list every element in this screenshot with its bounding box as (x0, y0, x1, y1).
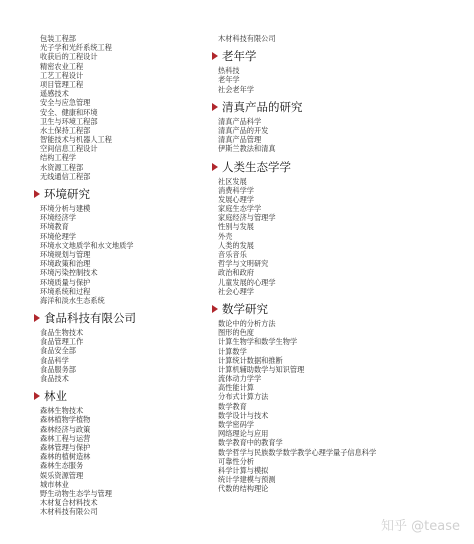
list-item: 环境污染控制技术 (40, 268, 98, 278)
triangle-bullet-icon (212, 52, 218, 60)
list-item: 数学设计与技术 (218, 410, 269, 420)
list-item: 流体动力学学 (218, 374, 262, 384)
list-item: 外壳 (218, 231, 233, 241)
list-item: 高性能计算 (218, 383, 254, 393)
list-item: 工艺工程设计 (40, 70, 84, 80)
list-item: 数学哲学与民族数学数学教学心理学量子信息科学 (218, 447, 377, 457)
heading-label: 林业 (44, 389, 67, 404)
list-item: 科学计算与模拟 (218, 465, 269, 475)
food-list (34, 328, 214, 383)
list-item: 环境伦理学 (40, 231, 76, 241)
list-item: 食品管理工作 (40, 337, 84, 347)
list-item: 环境经济学 (40, 213, 76, 223)
list-item: 木材科技有限公司 (218, 34, 276, 43)
list-item: 数论中的分析方法 (218, 318, 276, 328)
heading-label: 老年学 (222, 49, 257, 64)
heading-label: 人类生态学学 (222, 159, 291, 174)
section-heading-halal (212, 100, 452, 114)
list-item: 水资源工程部 (40, 162, 84, 172)
heading-label: 数学研究 (222, 301, 268, 316)
math-list (212, 319, 452, 494)
list-item: 无线通信工程部 (40, 171, 91, 181)
list-item: 空间信息工程设计 (40, 144, 98, 154)
list-item: 计算生物学和数学生物学 (218, 337, 298, 347)
list-item: 政治和政府 (218, 268, 254, 278)
list-item: 热科技 (218, 66, 240, 76)
list-item: 儿童发展的心理学 (218, 277, 276, 287)
human-ecology-list (212, 177, 452, 296)
list-item: 家庭经济与管理学 (218, 213, 276, 223)
section-heading-math (212, 302, 452, 316)
list-item: 可靠性分析 (218, 456, 254, 466)
list-item: 分布式计算方法 (218, 392, 269, 402)
list-item: 食品安全部 (40, 346, 76, 356)
list-item: 社区发展 (218, 176, 247, 186)
list-item: 卫生与环境工程部 (40, 116, 98, 126)
list-item: 计算统计数据和推断 (218, 355, 283, 365)
list-item: 结构工程学 (40, 153, 76, 163)
list-item: 收获后的工程设计 (40, 52, 98, 62)
section-heading-forestry (34, 389, 214, 403)
list-item: 哲学与文明研究 (218, 259, 269, 269)
triangle-bullet-icon (34, 190, 40, 198)
triangle-bullet-icon (212, 103, 218, 111)
section-heading-gerontology (212, 49, 452, 63)
list-item: 精密农业工程 (40, 61, 84, 71)
heading-label: 环境研究 (44, 187, 90, 201)
list-item: 森林植物学植物 (40, 415, 91, 425)
list-item: 数学教育 (218, 401, 247, 411)
list-item: 森林工程与运营 (40, 433, 91, 443)
list-item: 食品技术 (40, 374, 69, 383)
section-heading-food (34, 311, 214, 325)
list-item: 环境质量与保护 (40, 277, 91, 287)
forestry-list (34, 406, 214, 516)
left-column (34, 34, 214, 516)
list-item: 环境规划与管理 (40, 249, 91, 259)
list-item: 图形的色度 (218, 328, 254, 338)
list-item: 统计学建模与预测 (218, 475, 276, 485)
list-item: 环境系统和过程 (40, 286, 91, 296)
section-heading-environment (34, 187, 214, 201)
list-item: 智能技术与机器人工程 (40, 135, 112, 145)
list-item: 发展心理学 (218, 194, 254, 204)
list-item: 安全与应急管理 (40, 98, 91, 108)
list-item: 森林管理与保护 (40, 442, 91, 452)
list-item: 木材科技有限公司 (40, 507, 98, 517)
list-item: 老年学 (218, 75, 240, 85)
list-item: 环境分析与建模 (40, 204, 91, 213)
list-item: 海洋和淡水生态系统 (40, 295, 105, 305)
triangle-bullet-icon (34, 392, 40, 400)
list-item: 计算机辅助数学与知识管理 (218, 364, 305, 374)
list-item: 消费科学学 (218, 185, 254, 195)
halal-list (212, 117, 452, 154)
list-item: 计算数学 (218, 346, 247, 356)
list-item: 网络理论与应用 (218, 429, 269, 439)
list-item: 代数的结构理论 (218, 484, 269, 494)
list-item: 环境政策和治理 (40, 259, 91, 269)
list-item: 光子学和光纤系统工程 (40, 43, 112, 53)
list-item: 环境教育 (40, 222, 69, 232)
heading-label: 清真产品的研究 (222, 99, 303, 114)
list-item: 遥感技术 (40, 89, 69, 99)
triangle-bullet-icon (212, 163, 218, 171)
list-item: 食品科学 (40, 355, 69, 365)
list-item: 社会老年学 (218, 84, 254, 94)
list-item: 伊斯兰教法和清真 (218, 144, 276, 154)
list-item: 木材复合材料技术 (40, 498, 98, 508)
environment-list (34, 204, 214, 305)
list-item: 娱乐资源管理 (40, 470, 84, 480)
list-item: 清真产品的开发 (218, 125, 269, 135)
list-item: 数学教育中的教育学 (218, 438, 283, 448)
list-item: 人类的发展 (218, 240, 254, 250)
triangle-bullet-icon (212, 305, 218, 313)
list-item: 野生动物生态学与管理 (40, 488, 112, 498)
list-item: 森林生物技术 (40, 406, 84, 416)
engineering-list (34, 34, 214, 181)
list-item: 数学密码学 (218, 420, 254, 429)
list-item: 清真产品管理 (218, 135, 262, 145)
list-item: 森林生态服务 (40, 461, 84, 471)
list-item: 包装工程部 (40, 34, 76, 43)
list-item: 城市林业 (40, 479, 69, 489)
list-item: 水土保持工程部 (40, 125, 91, 135)
section-heading-human-ecology (212, 160, 452, 174)
list-item: 项目管理工程 (40, 79, 84, 89)
list-item: 森林经济与政策 (40, 424, 91, 434)
list-item: 家庭生态学学 (218, 204, 262, 214)
right-column (212, 34, 452, 494)
heading-label: 食品科技有限公司 (44, 311, 136, 326)
list-item: 社会心理学 (218, 286, 254, 296)
triangle-bullet-icon (34, 314, 40, 322)
list-item: 性别与发展 (218, 222, 254, 232)
list-item: 森林的植树造林 (40, 452, 91, 462)
list-item: 食品生物技术 (40, 328, 84, 338)
list-item: 环境水文地质学和水文地质学 (40, 240, 134, 250)
gerontology-list (212, 66, 452, 94)
list-item: 食品服务部 (40, 364, 76, 374)
list-item: 安全、健康和环境 (40, 107, 98, 117)
watermark: 知乎 @tease (381, 519, 460, 534)
list-item: 清真产品科学 (218, 116, 262, 126)
list-item: 音乐音乐 (218, 250, 247, 259)
